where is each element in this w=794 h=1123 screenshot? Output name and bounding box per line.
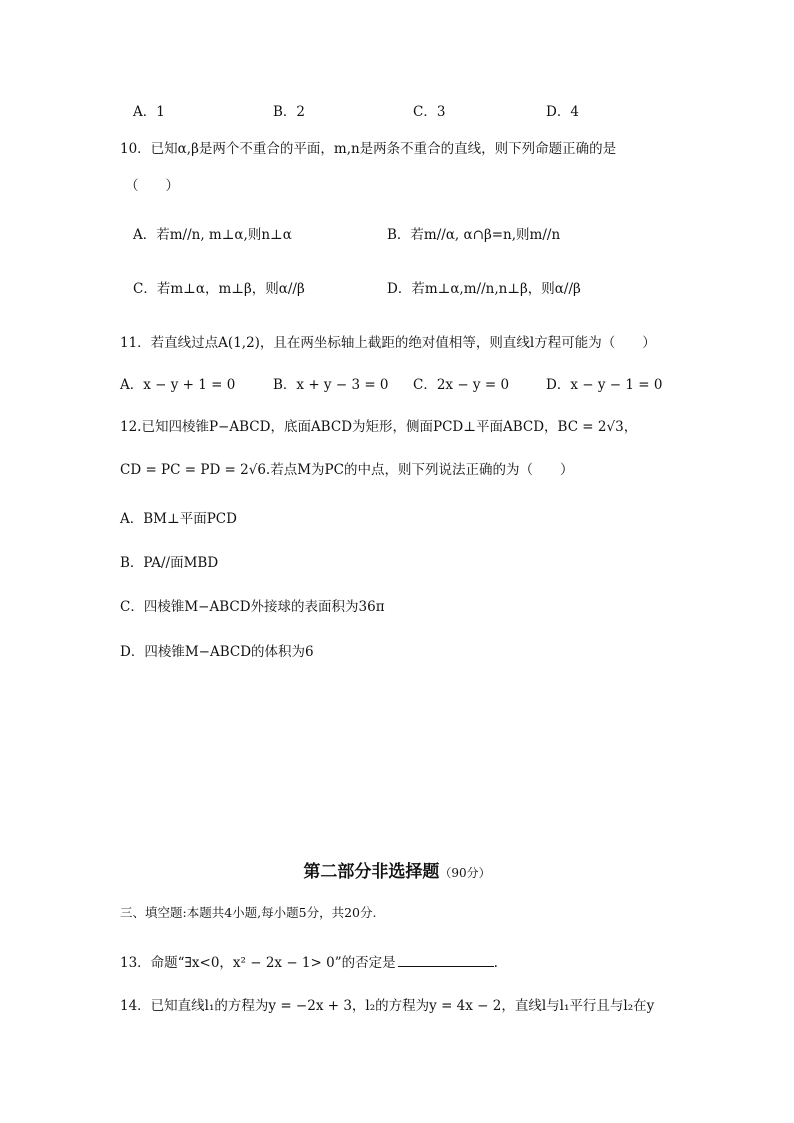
q11-option-a: A．x − y + 1 = 0 (120, 377, 236, 393)
q12-line1: 12.已知四棱锥P−ABCD，底面ABCD为矩形，侧面PCD⊥平面ABCD，BC = 2√3， (120, 419, 638, 435)
q13-end: . (493, 955, 498, 971)
q11-option-d: D．x − y − 1 = 0 (546, 377, 663, 393)
q9-option-a: A．1 (133, 104, 165, 120)
q13-line (120, 954, 498, 972)
q12-option-c: C．四棱锥M−ABCD外接球的表面积为36π (120, 599, 385, 615)
q12-option-d: D．四棱锥M−ABCD的体积为6 (120, 644, 314, 660)
q13-text: 13．命题“∃x<0，x² − 2x − 1> 0”的否定是 (120, 955, 396, 971)
q10-paren: （ ） (125, 178, 179, 194)
q11-option-c: C．2x − y = 0 (413, 377, 510, 393)
q10-option-a: A．若m//n, m⊥α,则n⊥α (133, 227, 292, 243)
q14-text: 14．已知直线l₁的方程为y = −2x + 3，l₂的方程为y = 4x − 2，直线l与l₁平行且与l₂在y (120, 998, 655, 1014)
part2-title (0, 857, 794, 882)
q9-option-b: B．2 (273, 104, 306, 120)
q10-stem: 10．已知α,β是两个不重合的平面，m,n是两条不重合的直线，则下列命题正确的是 (120, 141, 617, 157)
q9-option-c: C．3 (413, 104, 446, 120)
q12-line2: CD = PC = PD = 2√6.若点M为PC的中点，则下列说法正确的为（ ） (120, 462, 574, 478)
q11-stem: 11．若直线过点A(1,2)，且在两坐标轴上截距的绝对值相等，则直线l方程可能为（ ） (120, 335, 656, 351)
q13-answer-blank[interactable] (398, 954, 494, 967)
q12-option-b: B．PA//面MBD (120, 555, 219, 571)
part2-points: （90分） (439, 866, 491, 880)
q10-option-c: C．若m⊥α，m⊥β，则α//β (133, 281, 305, 297)
q11-option-b: B．x + y − 3 = 0 (273, 377, 389, 393)
q10-option-b: B．若m//α, α∩β=n,则m//n (387, 227, 561, 243)
q10-option-d: D．若m⊥α,m//n,n⊥β，则α//β (387, 281, 581, 297)
section3-heading: 三、填空题:本题共4小题,每小题5分，共20分. (120, 905, 377, 920)
q9-option-d: D．4 (546, 104, 579, 120)
part2-title-text: 第二部分非选择题 (303, 862, 440, 882)
q12-option-a: A．BM⊥平面PCD (120, 511, 237, 527)
